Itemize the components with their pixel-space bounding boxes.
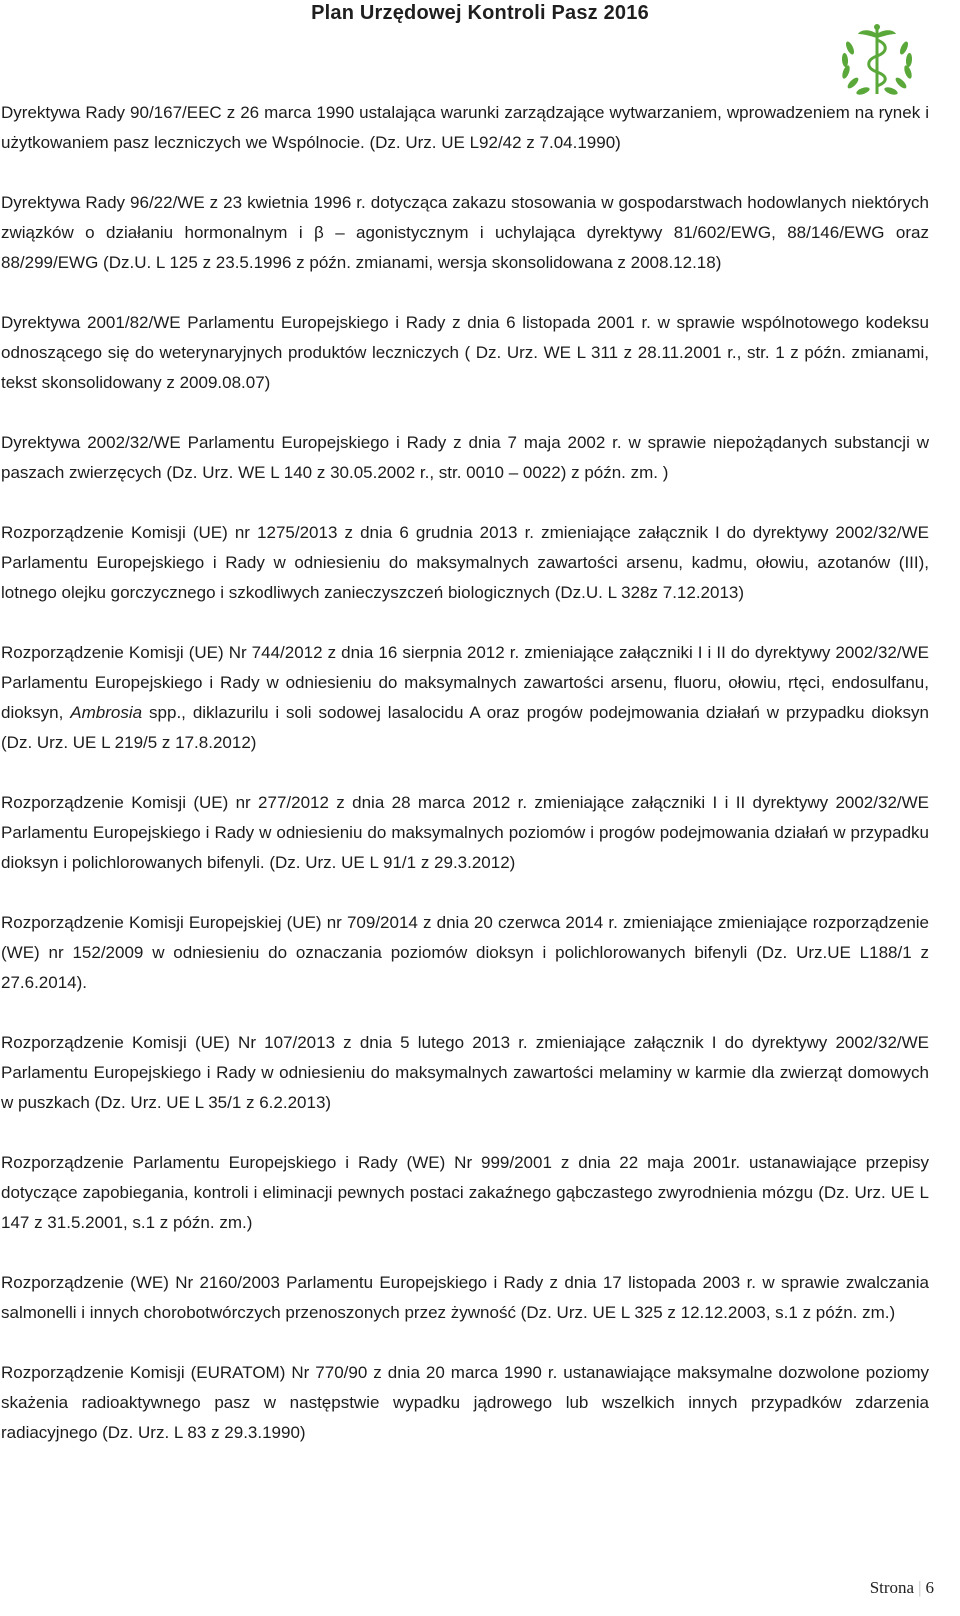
page-number: 6	[925, 1578, 934, 1597]
caduceus-wreath-logo-icon	[836, 18, 918, 102]
page-separator: |	[918, 1578, 922, 1597]
legislation-italic-text: Ambrosia	[70, 703, 143, 722]
legislation-text: spp., diklazurilu i soli sodowej lasalocidu A oraz progów podejmowania działań w przypadku dioksyn (Dz. Urz. UE L 219/5 z 17.8.2012)	[1, 703, 929, 752]
page-label: Strona	[869, 1578, 915, 1597]
legislation-item: Dyrektywa Rady 90/167/EEC z 26 marca 1990 ustalająca warunki zarządzające wytwarzaniem, wprowadzeniem na rynek i użytkowaniem pasz leczniczych we Wspólnocie. (Dz. Urz. UE L92/42 z 7.04.1990)	[1, 103, 929, 152]
legislation-item: Rozporządzenie (WE) Nr 2160/2003 Parlamentu Europejskiego i Rady z dnia 17 listopada 2003 r. w sprawie zwalczania salmonelli i innych chorobotwórczych przenoszonych przez żywność (Dz. Urz. UE L 325 z 12.12.2003, s.1 z późn. zm.)	[1, 1273, 929, 1322]
legislation-item: Dyrektywa 2001/82/WE Parlamentu Europejskiego i Rady z dnia 6 listopada 2001 r. w sprawie wspólnotowego kodeksu odnoszącego się do weterynaryjnych produktów leczniczych ( Dz. Urz. WE L 311 z 28.11.2001 r., str. 1 z późn. zmianami, tekst skonsolidowany z 2009.08.07)	[1, 313, 929, 392]
legislation-item: Rozporządzenie Komisji Europejskiej (UE) nr 709/2014 z dnia 20 czerwca 2014 r. zmieniające zmieniające rozporządzenie (WE) nr 152/2009 w odniesieniu do oznaczania poziomów dioksyn i polichlorowanych bifenyli (Dz. Urz.UE L188/1 z 27.6.2014).	[1, 913, 929, 992]
legislation-item: Rozporządzenie Komisji (UE) Nr 107/2013 z dnia 5 lutego 2013 r. zmieniające załącznik I do dyrektywy 2002/32/WE Parlamentu Europejskiego i Rady w odniesieniu do maksymalnych zawartości melaminy w karmie dla zwierząt domowych w puszkach (Dz. Urz. UE L 35/1 z 6.2.2013)	[1, 1033, 929, 1112]
legislation-item: Rozporządzenie Komisji (EURATOM) Nr 770/90 z dnia 20 marca 1990 r. ustanawiające maksymalne dozwolone poziomy skażenia radioaktywnego pasz w następstwie wypadku jądrowego lub wszelkich innych przypadków zdarzenia radiacyjnego (Dz. Urz. L 83 z 29.3.1990)	[1, 1363, 929, 1442]
page-title: Plan Urzędowej Kontroli Pasz 2016	[311, 2, 649, 24]
page-footer	[870, 1578, 934, 1598]
legislation-item: Rozporządzenie Parlamentu Europejskiego i Rady (WE) Nr 999/2001 z dnia 22 maja 2001r. ustanawiające przepisy dotyczące zapobiegania, kontroli i eliminacji pewnych postaci zakaźnego gąbczastego zwyrodnienia mózgu (Dz. Urz. UE L 147 z 31.5.2001, s.1 z późn. zm.)	[1, 1153, 929, 1232]
legislation-item: Dyrektywa Rady 96/22/WE z 23 kwietnia 1996 r. dotycząca zakazu stosowania w gospodarstwach hodowlanych niektórych związków o działaniu hormonalnym i β – agonistycznym i uchylająca dyrektywy 81/602/EWG, 88/146/EWG oraz 88/299/EWG (Dz.U. L 125 z 23.5.1996 z późn. zmianami, wersja skonsolidowana z 2008.12.18)	[1, 193, 929, 272]
legislation-item: Rozporządzenie Komisji (UE) nr 1275/2013 z dnia 6 grudnia 2013 r. zmieniające załącznik I do dyrektywy 2002/32/WE Parlamentu Europejskiego i Rady w odniesieniu do maksymalnych zawartości arsenu, kadmu, ołowiu, azotanów (III), lotnego olejku gorczycznego i szkodliwych zanieczyszczeń biologicznych (Dz.U. L 328z 7.12.2013)	[1, 523, 929, 602]
legislation-list	[1, 98, 929, 1478]
legislation-item: Rozporządzenie Komisji (UE) nr 277/2012 z dnia 28 marca 2012 r. zmieniające załączniki I i II dyrektywy 2002/32/WE Parlamentu Europejskiego i Rady w odniesieniu do maksymalnych poziomów i progów podejmowania działań w przypadku dioksyn i polichlorowanych bifenyli. (Dz. Urz. UE L 91/1 z 29.3.2012)	[1, 793, 929, 872]
legislation-item	[1, 638, 929, 758]
legislation-item: Dyrektywa 2002/32/WE Parlamentu Europejskiego i Rady z dnia 7 maja 2002 r. w sprawie niepożądanych substancji w paszach zwierzęcych (Dz. Urz. WE L 140 z 30.05.2002 r., str. 0010 – 0022) z późn. zm. )	[1, 433, 929, 482]
legislation-text: Rozporządzenie Komisji (UE) Nr 744/2012 z dnia 16 sierpnia 2012 r. zmieniające załączniki I i II do dyrektywy 2002/32/WE Parlamentu Europejskiego i Rady w odniesieniu do maksymalnych zawartości arsenu, fluoru, ołowiu, rtęci, endosulfanu, dioksyn,	[1, 643, 929, 722]
